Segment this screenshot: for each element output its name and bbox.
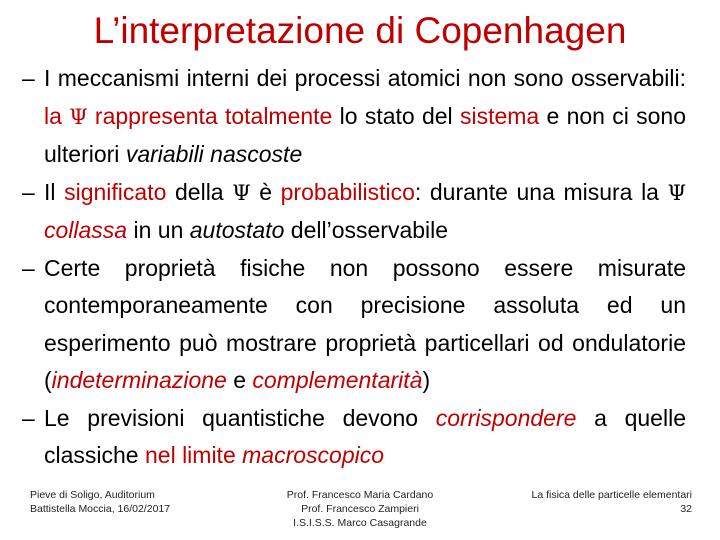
bullet-dash: – bbox=[22, 178, 35, 205]
footer-venue-line-1: Pieve di Soligo, Auditorium bbox=[30, 489, 155, 501]
bullet-4-text-2: a quelle classiche bbox=[44, 404, 686, 468]
bullet-dash: – bbox=[22, 254, 35, 281]
bullet-2-red-probabilistico: probabilistico bbox=[280, 178, 415, 205]
footer-course bbox=[480, 488, 692, 516]
bullet-4 bbox=[22, 400, 686, 475]
page-number: 32 bbox=[680, 503, 692, 515]
bullet-2-text-4: : durante una misura la bbox=[414, 178, 668, 205]
psi-symbol: Ψ bbox=[232, 180, 251, 205]
bullet-4-text: Le previsioni quantistiche devono bbox=[44, 404, 436, 431]
bullet-1-text-3: e non ci sono ulteriori bbox=[44, 102, 687, 167]
slide-title: L’interpretazione di Copenhagen bbox=[93, 10, 627, 51]
bullet-1-text: I meccanismi interni dei processi atomici non sono osservabili: bbox=[44, 65, 686, 91]
bullet-dash: – bbox=[22, 65, 35, 91]
bullet-3-text: Certe proprietà fisiche non possono essere misurate contemporaneamente con precisione assoluta ed un esperimento può mostrare proprietà particellari od ondulatorie ( bbox=[44, 254, 686, 393]
bullet-2-text-6: dell’osservabile bbox=[284, 217, 449, 243]
psi-symbol: Ψ bbox=[667, 180, 687, 205]
bullet-4-red-nel-limite: nel limite bbox=[144, 442, 236, 468]
bullet-3-text-2: e bbox=[226, 367, 253, 393]
bullet-3 bbox=[22, 250, 686, 400]
bullet-1-italic-variabili: variabili nascoste bbox=[125, 141, 303, 167]
bullet-1-text-2: lo stato del bbox=[332, 102, 460, 129]
bullet-2-text-3: è bbox=[250, 178, 281, 205]
footer-author-2: Prof. Francesco Zampieri bbox=[301, 503, 419, 515]
bullet-2-text-5: in un bbox=[127, 217, 190, 243]
bullet-4-red-macroscopico: macroscopico bbox=[242, 442, 385, 468]
bullet-2-italic-autostato: autostato bbox=[189, 217, 285, 243]
bullet-1-red-sistema: sistema bbox=[459, 102, 540, 129]
bullet-3-text-3: ) bbox=[422, 367, 431, 393]
bullet-2-text: Il bbox=[44, 178, 65, 205]
psi-symbol: Ψ bbox=[69, 104, 88, 129]
footer-school: I.S.I.S.S. Marco Casagrande bbox=[293, 517, 427, 529]
bullet-list bbox=[22, 60, 686, 475]
bullet-2-text-2: della bbox=[166, 178, 233, 205]
footer-venue-line-2: Battistella Moccia, 16/02/2017 bbox=[30, 503, 171, 515]
bullet-2-red-collassa: collassa bbox=[44, 217, 128, 243]
bullet-3-red-complementarita: complementarità bbox=[252, 367, 423, 393]
footer-author-1: Prof. Francesco Maria Cardano bbox=[286, 489, 434, 501]
bullet-1 bbox=[22, 60, 686, 174]
bullet-3-red-indeterminazione: indeterminazione bbox=[51, 367, 227, 393]
bullet-dash: – bbox=[22, 404, 35, 431]
bullet-2 bbox=[22, 174, 686, 250]
footer-venue bbox=[30, 488, 250, 516]
bullet-1-red-la: la bbox=[44, 102, 62, 129]
bullet-4-red-corrispondere: corrispondere bbox=[435, 404, 577, 431]
footer-course-title: La fisica delle particelle elementari bbox=[531, 489, 692, 501]
footer-authors bbox=[260, 488, 460, 530]
bullet-2-red-significato: significato bbox=[64, 178, 167, 205]
bullet-1-red-rappresenta: rappresenta totalmente bbox=[94, 102, 333, 129]
